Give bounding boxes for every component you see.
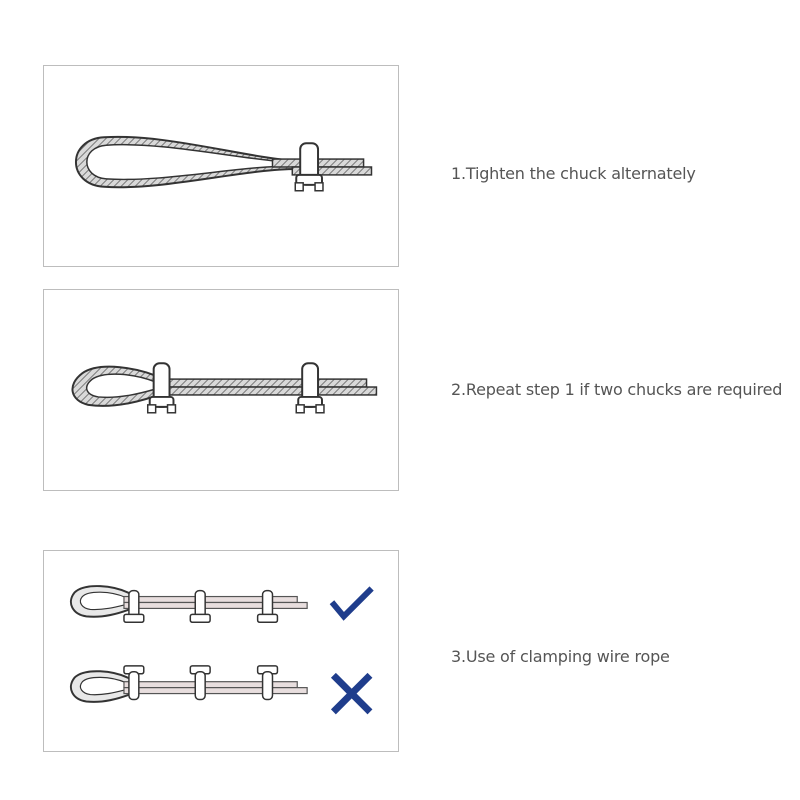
wire-rope-loop-one-clip-icon (44, 66, 398, 266)
check-icon (334, 591, 370, 617)
step-1-illustration (43, 65, 399, 267)
cross-icon (336, 678, 368, 710)
step-1-caption: 1.Tighten the chuck alternately (451, 164, 696, 183)
step-2-caption: 2.Repeat step 1 if two chucks are required (451, 380, 783, 399)
step-3-illustration (43, 550, 399, 752)
correct-vs-incorrect-clip-orientation-icon (44, 551, 398, 751)
wire-rope-loop-two-clips-icon (44, 290, 398, 490)
incorrect-clip-arrangement (71, 666, 307, 702)
correct-clip-arrangement (71, 586, 307, 622)
step-3-caption: 3.Use of clamping wire rope (451, 647, 670, 666)
step-2-illustration (43, 289, 399, 491)
